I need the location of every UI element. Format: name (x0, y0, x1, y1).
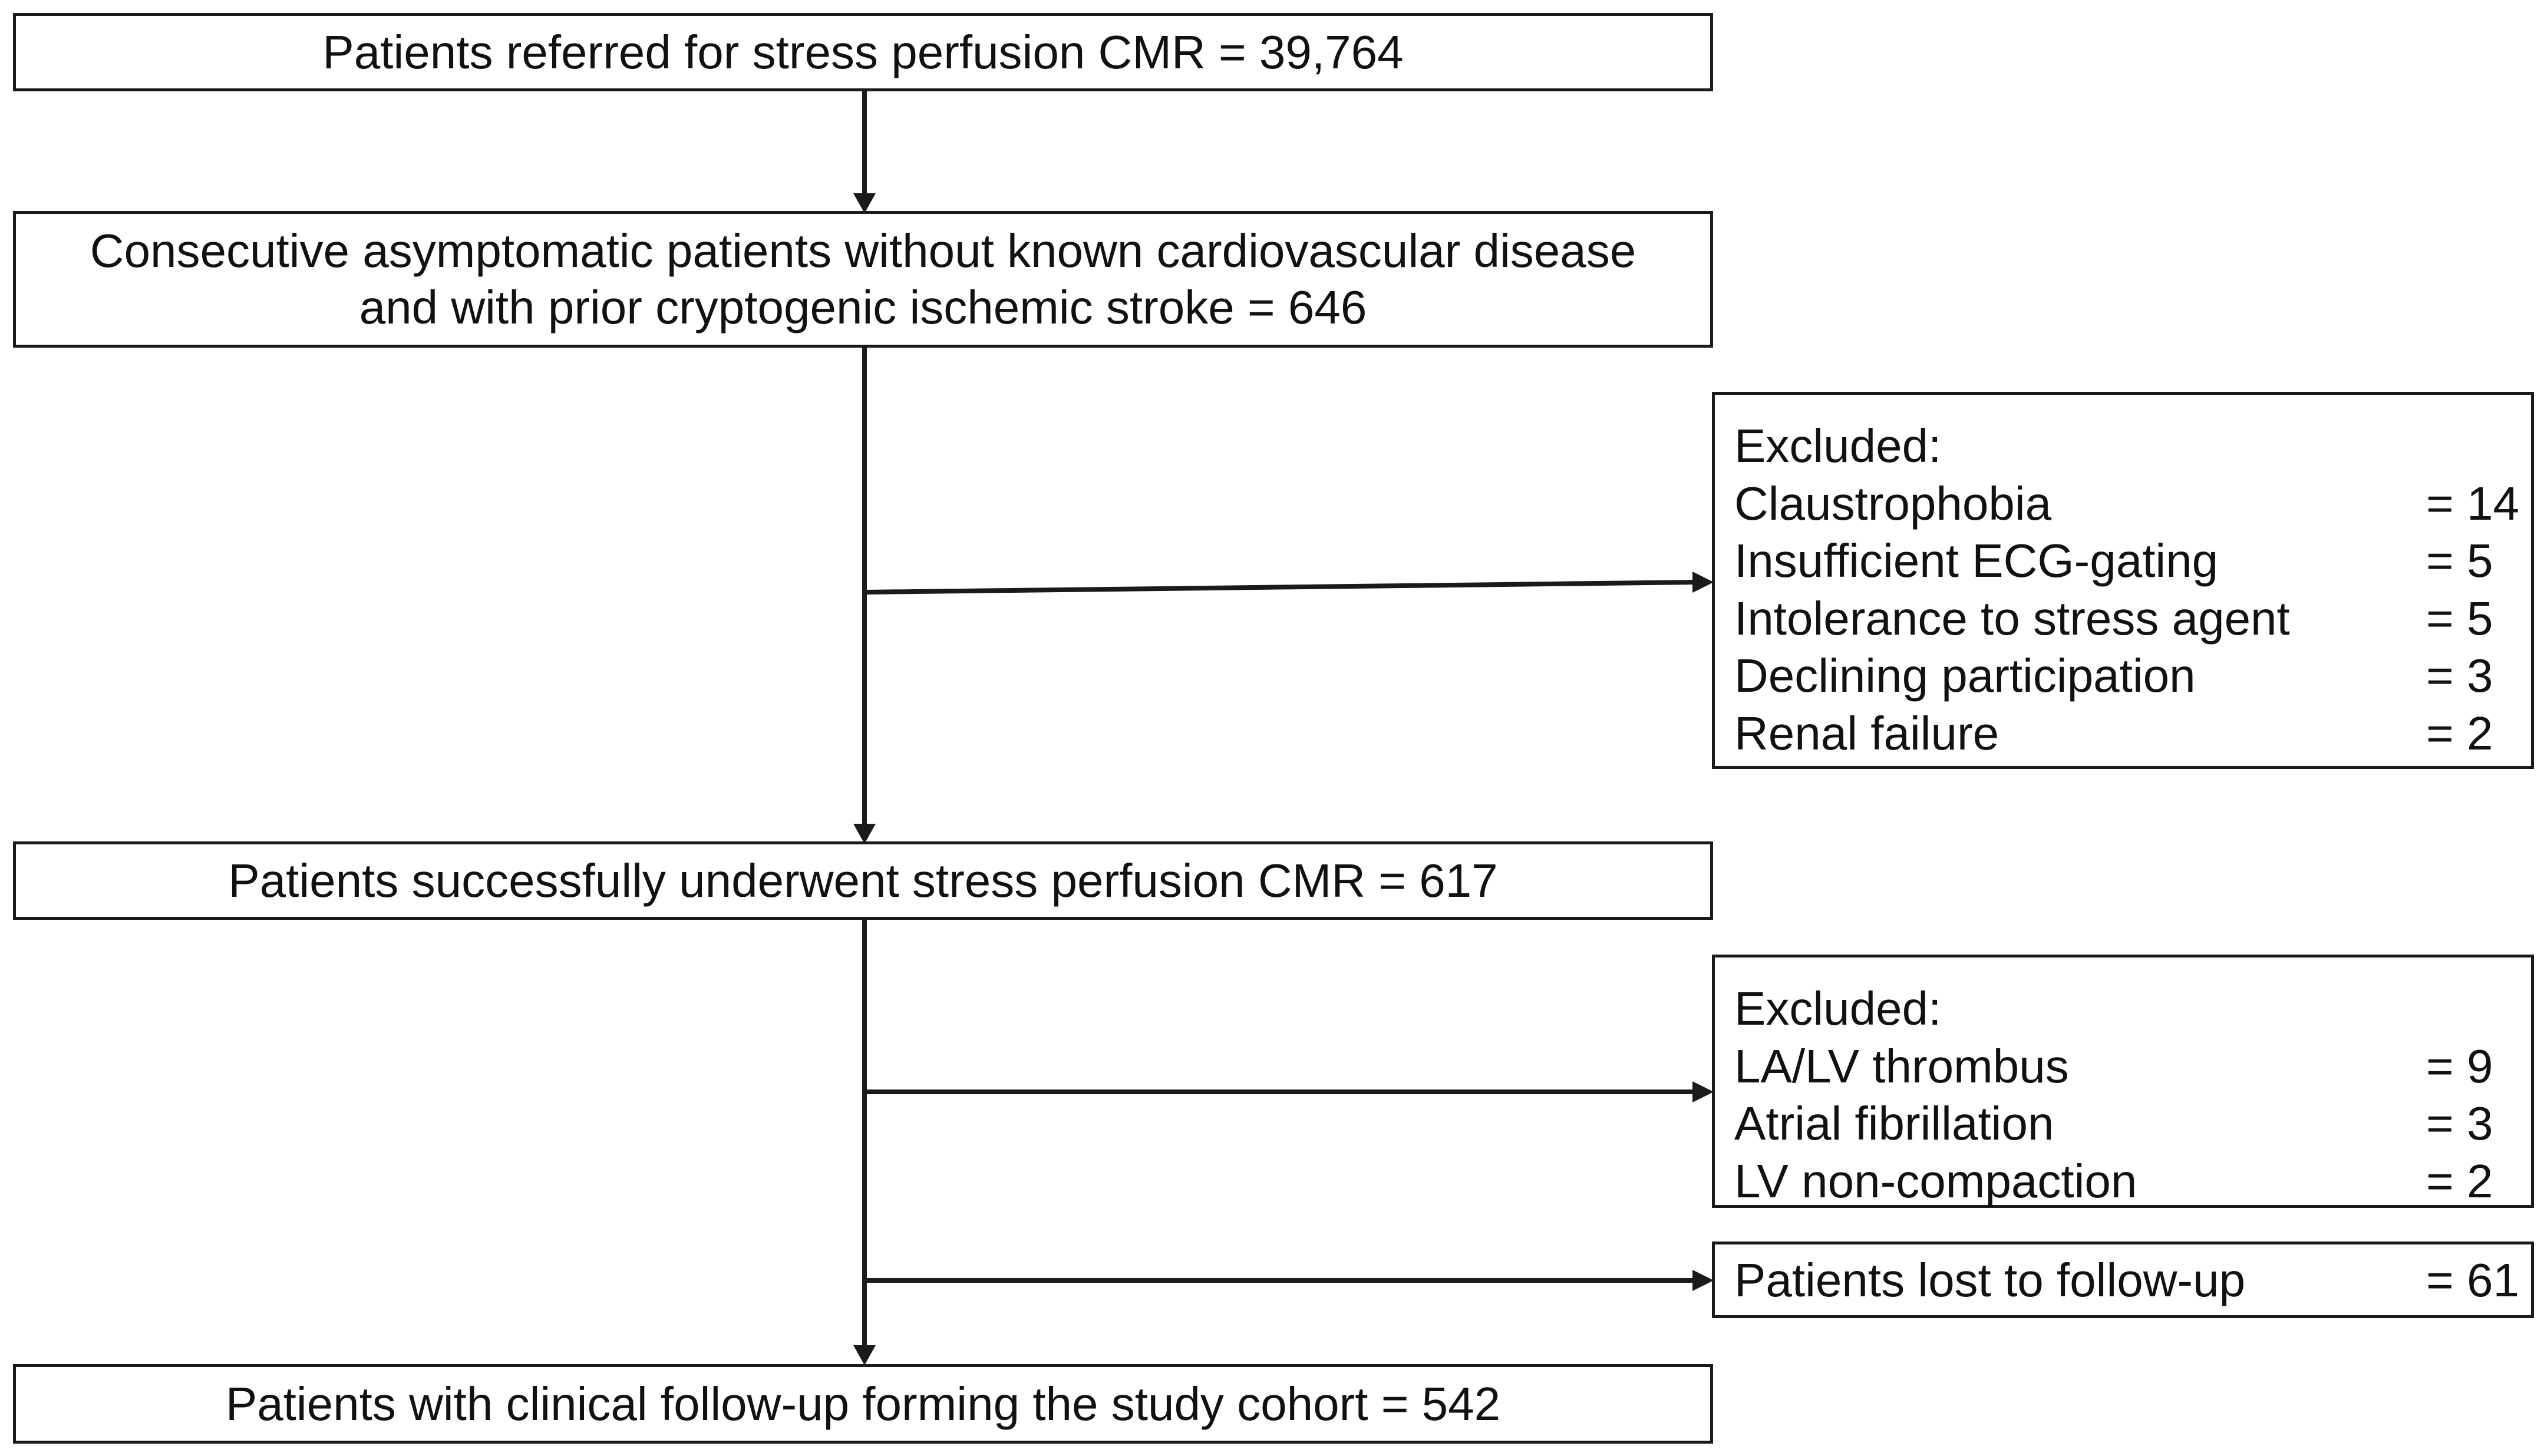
exclusion-label: Intolerance to stress agent (1734, 592, 2290, 645)
underwent-cmr-text: Patients successfully underwent stress perfusion CMR = 617 (228, 854, 1498, 907)
exclusion-value: = 3 (2426, 1097, 2493, 1150)
exclusions-2-title: Excluded: (1734, 982, 1942, 1035)
exclusion-value: = 3 (2426, 649, 2493, 702)
study-cohort-box (13, 1364, 1713, 1444)
arrow-step1-to-step2 (853, 91, 876, 213)
exclusion-stress-agent (1734, 590, 2531, 648)
exclusion-lv-non-compaction (1734, 1153, 2531, 1210)
exclusion-claustrophobia (1734, 475, 2531, 533)
exclusions-box-2 (1712, 955, 2534, 1208)
arrow-to-lost (865, 1270, 1714, 1291)
referred-text: Patients referred for stress perfusion CMR = 39,764 (322, 25, 1404, 78)
arrow-step2-to-step3 (853, 348, 876, 844)
exclusions-2-title-row (1734, 980, 2531, 1038)
arrow-to-exclusions1 (865, 572, 1714, 593)
exclusion-value: = 5 (2426, 534, 2493, 587)
exclusion-renal-failure (1734, 705, 2531, 762)
study-cohort-text: Patients with clinical follow-up forming the study cohort = 542 (225, 1377, 1501, 1430)
exclusion-ecg-gating (1734, 532, 2531, 590)
exclusion-value: = 2 (2426, 706, 2493, 760)
exclusion-label: Atrial fibrillation (1734, 1097, 2054, 1150)
lost-value: = 61 (2426, 1254, 2519, 1306)
exclusion-value: = 9 (2426, 1039, 2493, 1092)
consecutive-patients-line2: and with prior cryptogenic ischemic stroke = 646 (359, 281, 1367, 334)
exclusion-value: = 5 (2426, 592, 2493, 645)
exclusion-value: = 14 (2426, 477, 2519, 530)
exclusion-label: Renal failure (1734, 706, 1999, 760)
exclusions-1-title-row (1734, 417, 2531, 475)
arrow-to-exclusions2 (865, 1081, 1714, 1102)
exclusion-label: Declining participation (1734, 649, 2196, 702)
consecutive-patients-line1: Consecutive asymptomatic patients without known cardiovascular disease (90, 224, 1636, 277)
lost-to-follow-up-row (1734, 1252, 2531, 1309)
exclusion-label: LV non-compaction (1734, 1154, 2137, 1207)
exclusions-1-title: Excluded: (1734, 420, 1942, 472)
referred-box (13, 13, 1713, 91)
exclusion-value: = 2 (2426, 1154, 2493, 1207)
consecutive-patients-box (13, 211, 1713, 348)
exclusion-label: Insufficient ECG-gating (1734, 534, 2219, 587)
arrow-step3-to-step4 (853, 919, 876, 1365)
exclusion-declining (1734, 647, 2531, 705)
exclusion-label: Claustrophobia (1734, 477, 2052, 530)
lost-label: Patients lost to follow-up (1734, 1254, 2246, 1306)
lost-to-follow-up-box (1712, 1242, 2534, 1318)
exclusion-thrombus (1734, 1038, 2531, 1095)
exclusion-label: LA/LV thrombus (1734, 1039, 2069, 1092)
underwent-cmr-box (13, 841, 1713, 920)
exclusion-atrial-fibrillation (1734, 1095, 2531, 1153)
exclusions-box-1 (1712, 392, 2534, 769)
